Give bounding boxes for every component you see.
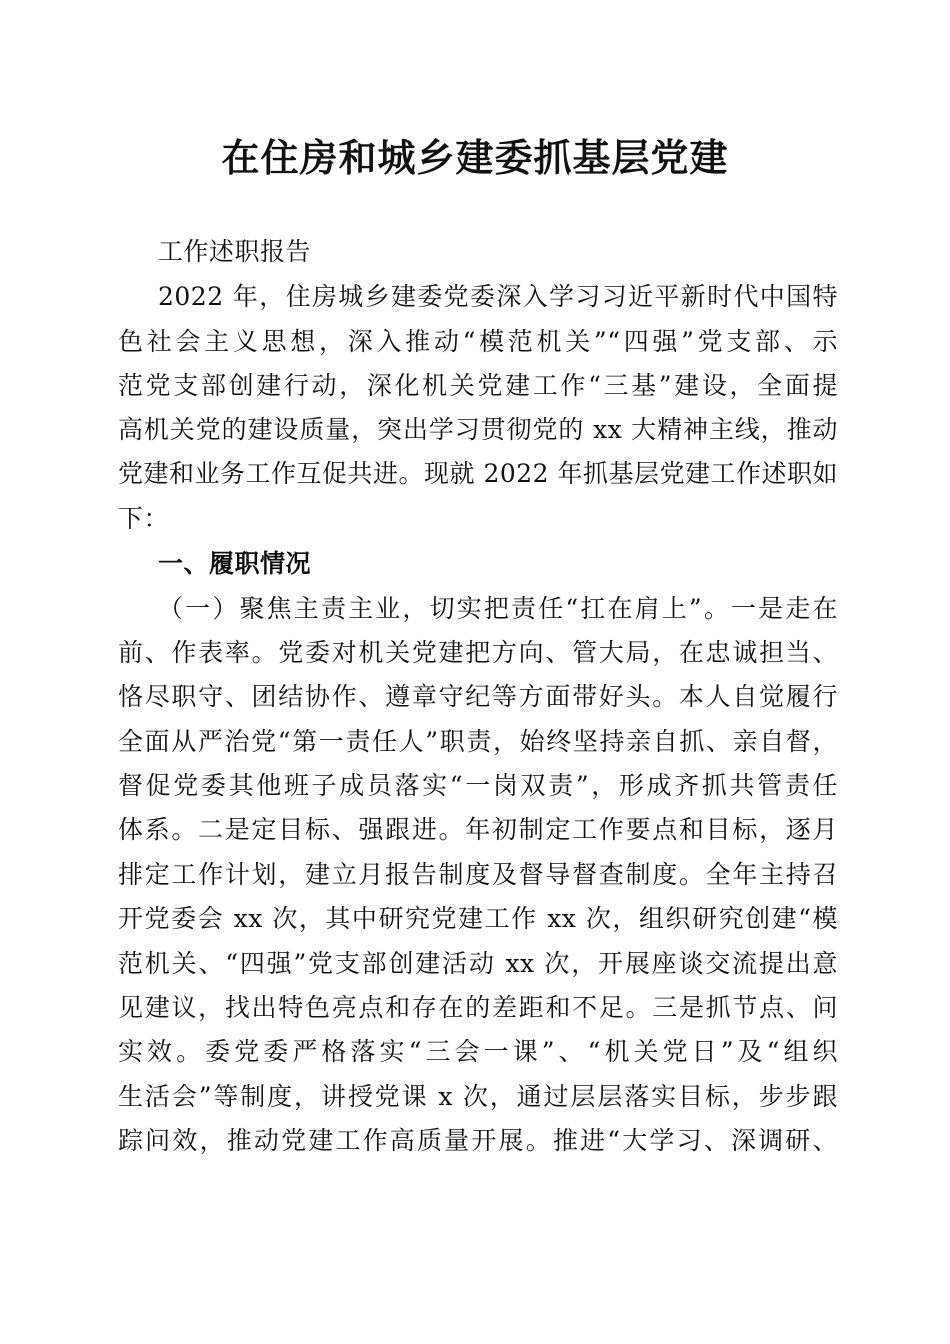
section-heading: 一、履职情况 bbox=[158, 549, 312, 578]
intro-line: 范党支部创建行动，深化机关党建工作“三基”建设，全面提 bbox=[118, 371, 838, 400]
intro-line: 色社会主义思想，深入推动“模范机关”“四强”党支部、示 bbox=[118, 327, 838, 356]
body-line: 范机关、“四强”党支部创建活动 xx 次，开展座谈交流提出意 bbox=[118, 949, 838, 978]
document-subtitle: 工作述职报告 bbox=[158, 237, 312, 266]
body-line: 前、作表率。党委对机关党建把方向、管大局，在忠诚担当、 bbox=[118, 638, 838, 667]
body-line: （一）聚焦主责主业，切实把责任“扛在肩上”。一是走在 bbox=[158, 594, 838, 623]
body-line: 全面从严治党“第一责任人”职责，始终坚持亲自抓、亲自督， bbox=[118, 727, 838, 756]
body-line: 督促党委其他班子成员落实“一岗双责”，形成齐抓共管责任 bbox=[118, 771, 838, 800]
body-line: 实效。委党委严格落实“三会一课”、“机关党日”及“组织 bbox=[118, 1037, 838, 1066]
document-title: 在住房和城乡建委抓基层党建 bbox=[221, 135, 729, 180]
body-line: 踪问效，推动党建工作高质量开展。推进“大学习、深调研、 bbox=[118, 1126, 838, 1155]
body-line: 体系。二是定目标、强跟进。年初制定工作要点和目标，逐月 bbox=[118, 815, 838, 844]
intro-line: 下： bbox=[118, 504, 170, 533]
body-line: 生活会”等制度，讲授党课 x 次，通过层层落实目标，步步跟 bbox=[118, 1082, 838, 1111]
body-line: 排定工作计划，建立月报告制度及督导督查制度。全年主持召 bbox=[118, 860, 838, 889]
intro-line: 高机关党的建设质量，突出学习贯彻党的 xx 大精神主线，推动 bbox=[118, 415, 838, 444]
intro-line: 2022 年，住房城乡建委党委深入学习习近平新时代中国特 bbox=[158, 282, 838, 311]
body-line: 开党委会 xx 次，其中研究党建工作 xx 次，组织研究创建“模 bbox=[118, 904, 838, 933]
body-line: 恪尽职守、团结协作、遵章守纪等方面带好头。本人自觉履行 bbox=[118, 682, 838, 711]
body-line: 见建议，找出特色亮点和存在的差距和不足。三是抓节点、问 bbox=[118, 993, 838, 1022]
intro-line: 党建和业务工作互促共进。现就 2022 年抓基层党建工作述职如 bbox=[118, 459, 839, 488]
